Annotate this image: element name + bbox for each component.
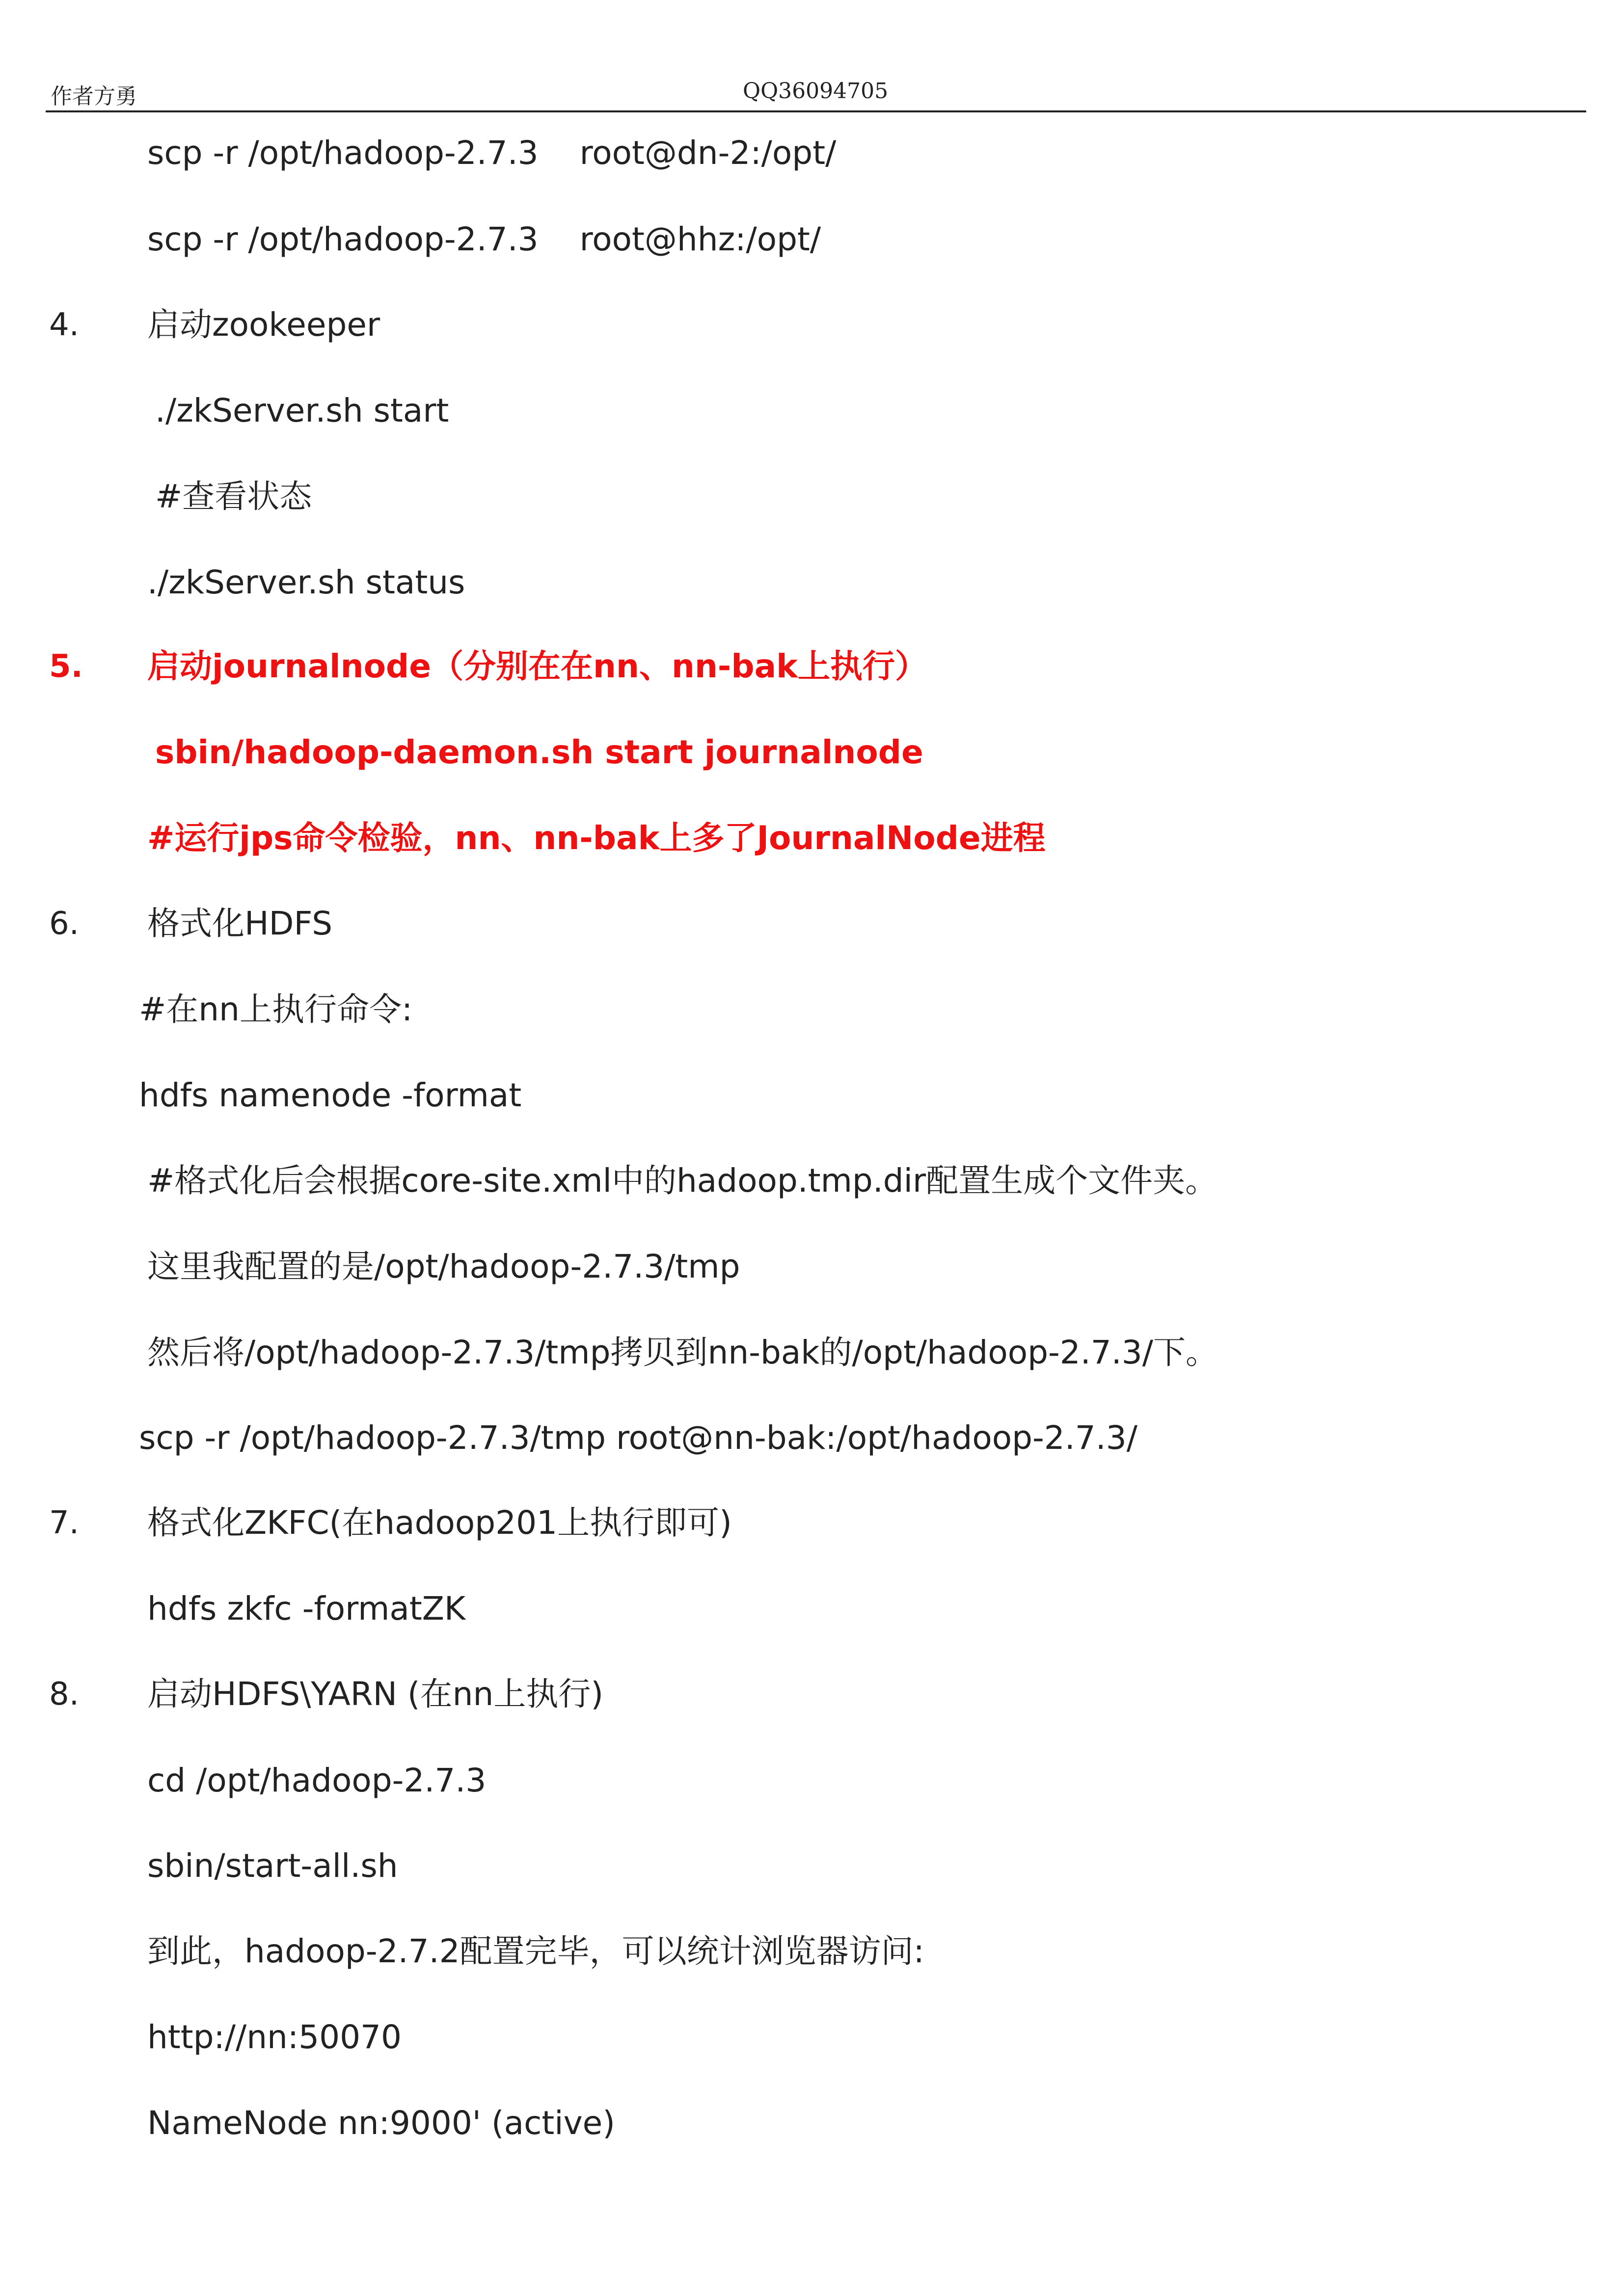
step-title: 格式化HDFS xyxy=(147,905,333,942)
header-qq: QQ36094705 xyxy=(743,79,889,104)
text-line: #查看状态 xyxy=(155,478,312,515)
step-number: 4. xyxy=(49,307,80,343)
text-line: sbin/start-all.sh xyxy=(147,1847,398,1885)
header-divider xyxy=(46,110,1586,112)
text-line: #运行jps命令检验，nn、nn-bak上多了JournalNode进程 xyxy=(147,819,1046,857)
text-line: ./zkServer.sh status xyxy=(147,563,465,601)
text-line: NameNode nn:9000' (active) xyxy=(147,2104,616,2142)
page-header xyxy=(46,79,1586,108)
step-title: 格式化ZKFC(在hadoop201上执行即可) xyxy=(147,1504,732,1542)
text-line: sbin/hadoop-daemon.sh start journalnode xyxy=(155,733,923,771)
text-line: 这里我配置的是/opt/hadoop-2.7.3/tmp xyxy=(147,1248,740,1285)
text-line: 然后将/opt/hadoop-2.7.3/tmp拷贝到nn-bak的/opt/hadoop-2.7.3/下。 xyxy=(147,1334,1218,1371)
text-line: cd /opt/hadoop-2.7.3 xyxy=(147,1762,487,1799)
text-line: scp -r /opt/hadoop-2.7.3 root@hhz:/opt/ xyxy=(147,220,821,258)
text-line: scp -r /opt/hadoop-2.7.3/tmp root@nn-bak:/opt/hadoop-2.7.3/ xyxy=(139,1419,1137,1457)
text-line: #在nn上执行命令: xyxy=(139,990,413,1028)
step-number: 7. xyxy=(49,1505,80,1541)
text-line: hdfs namenode -format xyxy=(139,1076,522,1114)
step-number: 8. xyxy=(49,1676,80,1712)
step-title: 启动HDFS\YARN (在nn上执行) xyxy=(147,1675,604,1713)
header-author: 作者方勇 xyxy=(51,84,137,109)
text-line: scp -r /opt/hadoop-2.7.3 root@dn-2:/opt/ xyxy=(147,134,837,172)
step-number: 5. xyxy=(49,648,83,685)
url-text: http://nn:50070 xyxy=(147,2018,402,2056)
text-line: hdfs zkfc -formatZK xyxy=(147,1590,466,1628)
text-line: 到此，hadoop-2.7.2配置完毕，可以统计浏览器访问: xyxy=(147,1932,924,1970)
step-title: 启动zookeeper xyxy=(147,306,380,344)
step-title: 启动journalnode（分别在在nn、nn-bak上执行） xyxy=(147,647,927,685)
text-line: ./zkServer.sh start xyxy=(155,392,449,429)
step-number: 6. xyxy=(49,906,80,942)
text-line: #格式化后会根据core-site.xml中的hadoop.tmp.dir配置生成个文件夹。 xyxy=(147,1162,1218,1200)
